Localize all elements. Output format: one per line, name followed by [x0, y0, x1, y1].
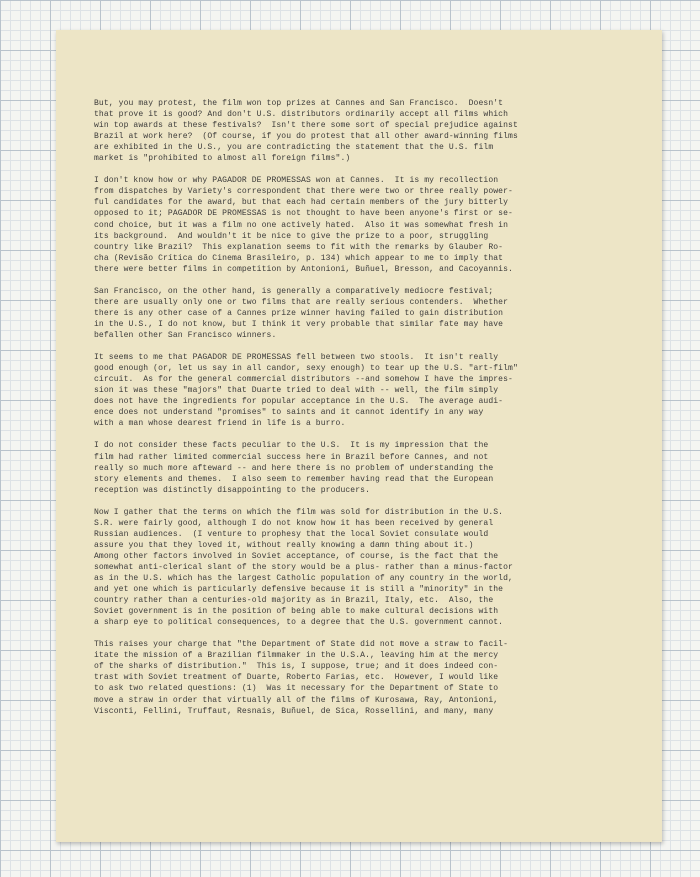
text-line: of the sharks of distribution." This is, I suppose, true; and it does indeed con-: [94, 662, 499, 672]
text-line: country rather than a centuries-old majority as in Brazil, Italy, etc. Also, the: [94, 596, 494, 606]
text-line: sion it was these "majors" that Duarte tried to deal with -- well, the film simply: [94, 386, 499, 396]
text-line: there were better films in competition by Antonioni, Buñuel, Bresson, and Cacoyannis.: [94, 264, 513, 274]
text-line: move a straw in order that virtually all of the films of Kurosawa, Ray, Antonioni,: [94, 695, 499, 705]
text-line: trast with Soviet treatment of Duarte, Roberto Farias, etc. However, I would like: [94, 673, 499, 683]
text-line: a sharp eye to political consequences, to a degree that the U.S. government cannot.: [94, 618, 504, 628]
paragraph: [94, 286, 634, 341]
paragraph: [94, 98, 634, 164]
text-line: to ask two related questions: (1) Was it necessary for the Department of State to: [94, 684, 499, 694]
text-line: story elements and themes. I also seem to remember having read that the European: [94, 474, 494, 484]
text-line: San Francisco, on the other hand, is generally a comparatively mediocre festival;: [94, 286, 494, 296]
text-line: Now I gather that the terms on which the film was sold for distribution in the U.S.: [94, 507, 504, 517]
text-line: there are usually only one or two films that are really serious contenders. Whether: [94, 297, 509, 307]
text-line: from dispatches by Variety's correspondent that there were two or three really power-: [94, 187, 513, 197]
text-line: country like Brazil? This explanation seems to fit with the remarks by Glauber Ro-: [94, 242, 504, 252]
text-line: as in the U.S. which has the largest Catholic population of any country in the world,: [94, 574, 513, 584]
paragraph: [94, 507, 634, 629]
paragraph: [94, 352, 634, 429]
text-line: Brazil at work here? (Of course, if you do protest that all other award-winning films: [94, 132, 518, 142]
text-line: somewhat anti-clerical slant of the story would be a plus- rather than a minus-factor: [94, 562, 513, 572]
text-line: ful candidates for the award, but that each had certain members of the jury bitterly: [94, 198, 509, 208]
text-line: It seems to me that PAGADOR DE PROMESSAS fell between two stools. It isn't really: [94, 353, 499, 363]
text-line: and yet one which is particularly defensive because it is still a "minority" in the: [94, 585, 504, 595]
text-line: good enough (or, let us say in all candor, sexy enough) to tear up the U.S. "art-film": [94, 364, 518, 374]
text-line: Soviet government is in the position of being able to make cultural decisions with: [94, 607, 499, 617]
text-line: that prove it is good? And don't U.S. distributors ordinarily accept all films which: [94, 110, 509, 120]
text-line: market is "prohibited to almost all foreign films".): [94, 154, 351, 164]
paragraph: [94, 639, 634, 716]
text-line: This raises your charge that "the Department of State did not move a straw to facil-: [94, 640, 509, 650]
text-line: cha (Revisão Crítica do Cinema Brasileiro, p. 134) which appear to me to imply that: [94, 253, 504, 263]
text-line: in the U.S., I do not know, but I think it very probable that similar fate may have: [94, 319, 504, 329]
typewritten-page: [56, 30, 662, 842]
text-line: S.R. were fairly good, although I do not know how it has been received by general: [94, 518, 494, 528]
text-line: circuit. As for the general commercial distributors --and somehow I have the impres-: [94, 375, 513, 385]
text-line: ence does not understand "promises" to saints and it cannot identify in any way: [94, 408, 484, 418]
text-line: Among other factors involved in Soviet acceptance, of course, is the fact that the: [94, 551, 499, 561]
text-line: win top awards at these festivals? Isn't there some sort of special prejudice against: [94, 121, 518, 131]
text-line: cond choice, but it was a film no one actively hated. Also it was somewhat fresh in: [94, 220, 509, 230]
text-line: befallen other San Francisco winners.: [94, 330, 277, 340]
text-line: I don't know how or why PAGADOR DE PROMESSAS won at Cannes. It is my recollection: [94, 176, 499, 186]
text-line: Russian audiences. (I venture to prophesy that the local Soviet consulate would: [94, 529, 489, 539]
text-line: assure you that they loved it, without really knowing a damn thing about it.): [94, 540, 474, 550]
paragraph: [94, 175, 634, 274]
text-line: Visconti, Fellini, Truffaut, Resnais, Buñuel, de Sica, Rossellini, and many, many: [94, 706, 494, 716]
text-line: does not have the ingredients for popular acceptance in the U.S. The average audi-: [94, 397, 504, 407]
text-line: opposed to it; PAGADOR DE PROMESSAS is not thought to have been anyone's first or se-: [94, 209, 513, 219]
text-line: But, you may protest, the film won top prizes at Cannes and San Francisco. Doesn't: [94, 99, 504, 108]
text-line: itate the mission of a Brazilian filmmaker in the U.S.A., leaving him at the mercy: [94, 651, 499, 661]
paragraph: [94, 440, 634, 495]
text-line: film had rather limited commercial success here in Brazil before Cannes, and not: [94, 452, 489, 462]
text-line: reception was distinctly disappointing to the producers.: [94, 485, 371, 495]
text-line: with a man whose dearest friend in life is a burro.: [94, 419, 346, 429]
letter-body: [94, 98, 634, 728]
text-line: I do not consider these facts peculiar to the U.S. It is my impression that the: [94, 441, 489, 451]
text-line: really so much more afteward -- and here there is no problem of understanding the: [94, 463, 494, 473]
text-line: there is any other case of a Cannes prize winner having failed to gain distribution: [94, 308, 504, 318]
text-line: its background. And wouldn't it be nice to give the prize to a poor, struggling: [94, 231, 489, 241]
text-line: are exhibited in the U.S., you are contradicting the statement that the U.S. film: [94, 143, 494, 153]
